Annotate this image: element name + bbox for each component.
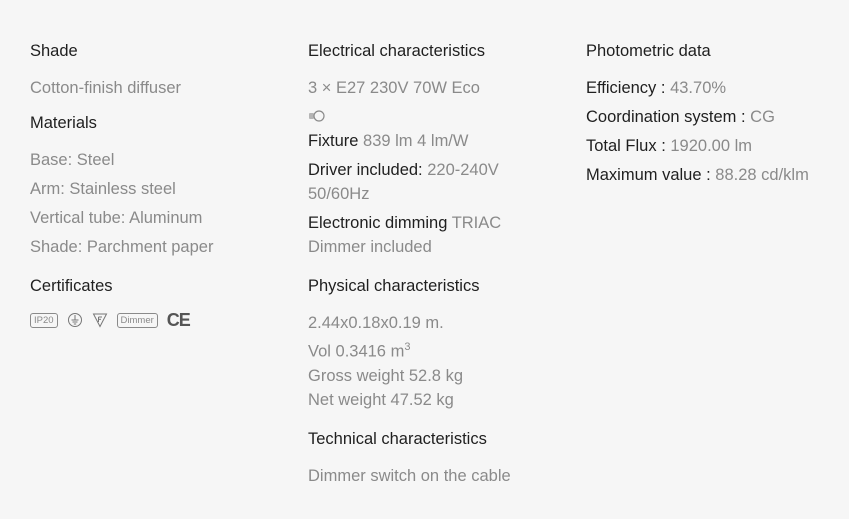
coordination-label: Coordination system : [586, 108, 746, 126]
driver-value: 220-240V 50/60Hz [308, 161, 499, 203]
coordination-value: CG [750, 108, 775, 126]
max-value-row [586, 163, 826, 187]
specs-column-1 [30, 40, 290, 328]
bulb-row [308, 106, 558, 126]
flux-label: Total Flux : [586, 137, 666, 155]
efficiency-row [586, 76, 826, 100]
material-item: Vertical tube: Aluminum [30, 209, 203, 227]
physical-list [308, 311, 558, 412]
f-mark-icon [92, 312, 108, 328]
flux-row [586, 134, 826, 158]
dimensions: 2.44x0.18x0.19 m. [308, 314, 444, 332]
dimming-value: TRIAC [451, 214, 502, 232]
technical-heading: Technical characteristics [308, 429, 487, 448]
dimmer-included: Dimmer included [308, 238, 432, 256]
specs-column-3 [586, 40, 826, 187]
specs-column-2 [308, 40, 558, 488]
efficiency-label: Efficiency : [586, 79, 666, 97]
max-value-label: Maximum value : [586, 166, 711, 184]
volume-exponent: 3 [404, 341, 411, 353]
technical-value: Dimmer switch on the cable [308, 466, 511, 485]
gross-weight: Gross weight 52.8 kg [308, 366, 463, 385]
electrical-heading: Electrical characteristics [308, 42, 485, 60]
photometric-heading: Photometric data [586, 42, 711, 60]
volume-value: Vol 0.3416 m [308, 342, 405, 361]
material-item: Shade: Parchment paper [30, 238, 214, 256]
max-value-value: 88.28 cd/klm [715, 166, 809, 184]
ce-mark-icon: CE [166, 310, 190, 330]
physical-heading: Physical characteristics [308, 277, 480, 295]
bulb-icon [308, 109, 326, 123]
dimmer-badge: Dimmer [117, 313, 158, 328]
dimming-row [308, 211, 558, 235]
shade-value: Cotton-finish diffuser [30, 79, 182, 97]
materials-list [30, 148, 290, 259]
earth-ground-icon [67, 312, 83, 328]
fixture-value: 839 lm 4 lm/W [363, 132, 469, 150]
material-item: Arm: Stainless steel [30, 180, 176, 198]
fixture-row [308, 129, 558, 153]
material-item: Base: Steel [30, 151, 115, 169]
dimming-label: Electronic dimming [308, 214, 448, 232]
certificate-icons [30, 312, 290, 328]
ip-rating-badge: IP20 [30, 313, 58, 328]
efficiency-value: 43.70% [670, 79, 727, 97]
flux-value: 1920.00 lm [670, 137, 753, 155]
certificates-heading: Certificates [30, 277, 113, 295]
materials-heading: Materials [30, 114, 97, 132]
shade-heading: Shade [30, 42, 78, 60]
net-weight: Net weight 47.52 kg [308, 390, 454, 409]
coordination-row [586, 105, 826, 129]
lamp-spec: 3 × E27 230V 70W Eco [308, 79, 480, 97]
volume [308, 335, 558, 364]
fixture-label: Fixture [308, 132, 359, 150]
driver-row [308, 158, 558, 206]
driver-label: Driver included: [308, 161, 423, 179]
